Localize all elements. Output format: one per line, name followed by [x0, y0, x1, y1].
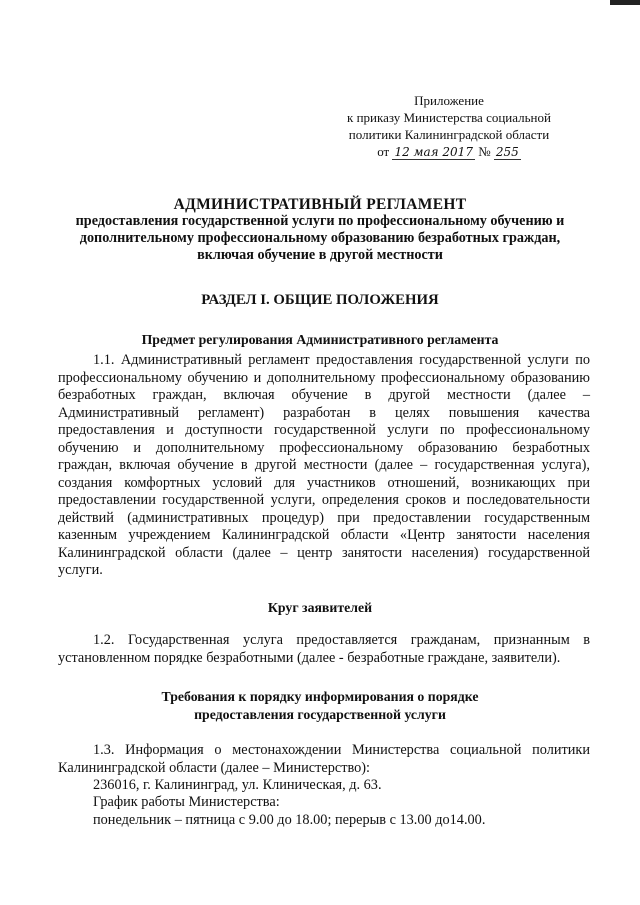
subject-heading: Предмет регулирования Административного регламента — [141, 332, 499, 347]
appendix-line-1: Приложение — [414, 93, 484, 108]
paragraph-1-2: 1.2. Государственная услуга предоставляется гражданам, признанным в установленном порядке безработными (далее - безработные граждане, заявители). — [58, 632, 590, 666]
section-heading: РАЗДЕЛ I. ОБЩИЕ ПОЛОЖЕНИЯ — [201, 292, 439, 308]
subtitle-line-1: предоставления государственной услуги по профессиональному обучению и — [75, 213, 565, 229]
applicants-heading: Круг заявителей — [267, 600, 373, 615]
appendix-line-2: к приказу Министерства социальной — [347, 110, 551, 125]
document-title: АДМИНИСТРАТИВНЫЙ РЕГЛАМЕНТ — [173, 196, 467, 213]
ministry-address: 236016, г. Калининград, ул. Клиническая, д. 63. — [93, 777, 382, 793]
handwritten-date: 12 мая 2017 — [394, 145, 473, 159]
info-requirements-heading — [0, 688, 640, 724]
appendix-date-line — [334, 143, 564, 161]
document-subtitle — [0, 213, 640, 264]
info-heading-line-1: Требования к порядку информирования о порядке — [161, 689, 479, 704]
appendix-block — [334, 92, 564, 161]
schedule-hours: понедельник – пятница с 9.00 до 18.00; перерыв с 13.00 до14.00. — [93, 812, 486, 828]
paragraph-1-1: 1.1. Административный регламент предоставления государственной услуги по профессиональному обучению и дополнительному профессиональному образованию безработных граждан, включая обучение в другой местности (далее – Административный регламент) разработан в целях повышения качества предоставления и доступности государственной услуги по профессиональному обучению и дополнительному профессиональному образованию безработных граждан, включая обучение в другой местности (далее – государственная услуга), создания комфортных условий для участников отношений, возникающих при предоставлении государственной услуги, определения сроков и последовательности действий (административных процедур) при предоставлении государственным казенным учреждением Калининградской области «Центр занятости населения Калининградской области (далее – центр занятости населения) государственной услуги. — [58, 352, 590, 578]
subtitle-line-3: включая обучение в другой местности — [197, 247, 443, 263]
subtitle-line-2: дополнительному профессиональному образованию безработных граждан, — [79, 230, 561, 246]
schedule-label: График работы Министерства: — [93, 794, 280, 810]
number-sign: № — [478, 144, 491, 159]
paragraph-1-3: 1.3. Информация о местонахождении Министерства социальной политики Калининградской области (далее – Министерство): — [58, 742, 590, 776]
info-heading-line-2: предоставления государственной услуги — [194, 707, 446, 722]
appendix-line-3: политики Калининградской области — [348, 127, 550, 142]
scan-edge-mark — [610, 0, 640, 5]
date-prefix: от — [377, 144, 390, 159]
handwritten-number: 255 — [495, 145, 519, 159]
